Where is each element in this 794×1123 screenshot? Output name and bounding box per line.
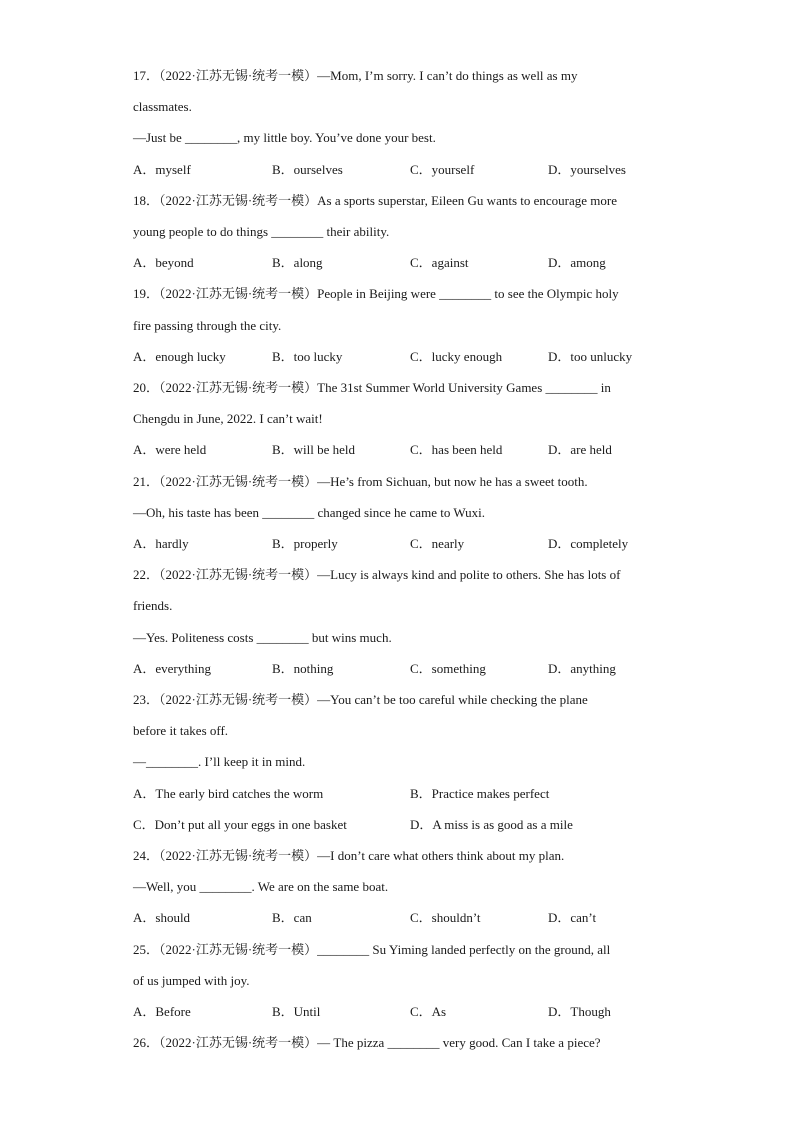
answer-option: D．too unlucky	[548, 349, 633, 364]
answer-option: D．can’t	[548, 910, 597, 925]
answer-option: C．has been held	[410, 442, 503, 457]
answer-option: B．will be held	[272, 442, 356, 457]
answer-option: A．myself	[133, 162, 191, 177]
answer-option: D．Though	[548, 1004, 611, 1019]
question-text-line: 20．（2022·江苏无锡·统考一模）The 31st Summer World University Games ________ in	[133, 380, 611, 395]
answer-option: A．should	[133, 910, 191, 925]
answer-option: B．Until	[272, 1004, 321, 1019]
question-text-line: —________. I’ll keep it in mind.	[133, 754, 306, 769]
answer-option: B．ourselves	[272, 162, 343, 177]
question-text-line: 25．（2022·江苏无锡·统考一模）________ Su Yiming landed perfectly on the ground, all	[133, 942, 611, 957]
answer-option: C．yourself	[410, 162, 475, 177]
answer-option: B．nothing	[272, 661, 334, 676]
answer-option: C．nearly	[410, 536, 465, 551]
question-text-line: 17．（2022·江苏无锡·统考一模）—Mom, I’m sorry. I can’t do things as well as my	[133, 68, 578, 83]
answer-option: A．everything	[133, 661, 211, 676]
answer-option: C．something	[410, 661, 486, 676]
question-text-line: before it takes off.	[133, 723, 229, 738]
question-text-line: —Well, you ________. We are on the same boat.	[133, 879, 389, 894]
question-text-line: friends.	[133, 598, 173, 613]
answer-option: D．anything	[548, 661, 616, 676]
answer-option: A．beyond	[133, 255, 194, 270]
answer-option: C．Don’t put all your eggs in one basket	[133, 817, 347, 832]
answer-option: D．among	[548, 255, 606, 270]
question-text-line: 19．（2022·江苏无锡·统考一模）People in Beijing were ________ to see the Olympic holy	[133, 286, 619, 301]
question-text-line: —Just be ________, my little boy. You’ve done your best.	[133, 130, 436, 145]
answer-option: B．too lucky	[272, 349, 343, 364]
answer-option: B．Practice makes perfect	[410, 786, 550, 801]
answer-option: B．properly	[272, 536, 338, 551]
answer-option: D．are held	[548, 442, 612, 457]
answer-option: C．lucky enough	[410, 349, 503, 364]
question-text-line: 18．（2022·江苏无锡·统考一模）As a sports superstar, Eileen Gu wants to encourage more	[133, 193, 617, 208]
answer-option: A．The early bird catches the worm	[133, 786, 324, 801]
answer-option: A．hardly	[133, 536, 189, 551]
question-text-line: fire passing through the city.	[133, 318, 282, 333]
question-text-line: 24．（2022·江苏无锡·统考一模）—I don’t care what others think about my plan.	[133, 848, 565, 863]
question-text-line: 23．（2022·江苏无锡·统考一模）—You can’t be too careful while checking the plane	[133, 692, 588, 707]
question-text-line: 21．（2022·江苏无锡·统考一模）—He’s from Sichuan, but now he has a sweet tooth.	[133, 474, 588, 489]
question-text-line: 22．（2022·江苏无锡·统考一模）—Lucy is always kind and polite to others. She has lots of	[133, 567, 621, 582]
answer-option: B．can	[272, 910, 312, 925]
question-text-line: Chengdu in June, 2022. I can’t wait!	[133, 411, 323, 426]
answer-option: D．completely	[548, 536, 629, 551]
question-text-line: —Yes. Politeness costs ________ but wins much.	[133, 630, 392, 645]
answer-option: D．A miss is as good as a mile	[410, 817, 573, 832]
answer-option: A．were held	[133, 442, 207, 457]
answer-option: C．shouldn’t	[410, 910, 481, 925]
answer-option: D．yourselves	[548, 162, 626, 177]
question-text-line: 26．（2022·江苏无锡·统考一模）— The pizza ________ very good. Can I take a piece?	[133, 1035, 601, 1050]
question-text-line: classmates.	[133, 99, 192, 114]
answer-option: B．along	[272, 255, 323, 270]
answer-option: A．Before	[133, 1004, 191, 1019]
answer-option: C．As	[410, 1004, 447, 1019]
question-text-line: —Oh, his taste has been ________ changed since he came to Wuxi.	[133, 505, 485, 520]
answer-option: C．against	[410, 255, 469, 270]
question-text-line: of us jumped with joy.	[133, 973, 250, 988]
question-text-line: young people to do things ________ their ability.	[133, 224, 390, 239]
answer-option: A．enough lucky	[133, 349, 226, 364]
